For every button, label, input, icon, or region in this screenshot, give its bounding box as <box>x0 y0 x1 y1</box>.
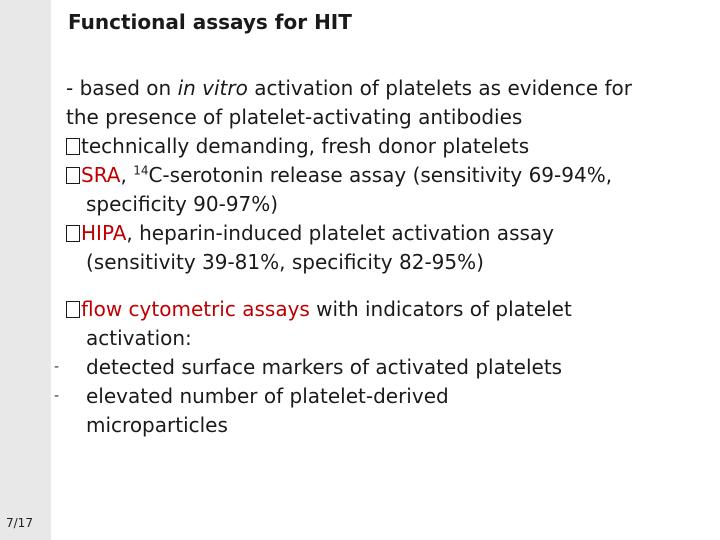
bullet-4 <box>66 295 716 324</box>
intro-line-1 <box>66 74 716 103</box>
bullet-3 <box>66 219 716 248</box>
bullet-4-text: with indicators of platelet <box>309 297 572 321</box>
bullet-3-line-2: (sensitivity 39-81%, specificity 82-95%) <box>86 250 484 274</box>
intro-suffix: activation of platelets as evidence for <box>247 76 632 100</box>
bullet-2-line-2: specificity 90-97%) <box>86 192 279 216</box>
intro-prefix: - based on <box>66 76 178 100</box>
dash-icon: - <box>54 359 60 375</box>
slide-sidebar <box>0 0 51 540</box>
square-bullet-icon <box>66 225 80 242</box>
bullet-3-text: , heparin-induced platelet activation assay <box>126 221 554 245</box>
bullet-2-sep: , <box>120 163 134 187</box>
bullet-2-term: SRA <box>81 163 121 187</box>
sub-item-2-text: elevated number of platelet-derived <box>86 384 449 408</box>
sub-item-2 <box>54 382 716 411</box>
slide-title: Functional assays for HIT <box>68 10 352 34</box>
square-bullet-icon <box>66 301 80 318</box>
bullet-2-sup: 14 <box>133 163 149 178</box>
sub-item-1 <box>54 353 716 382</box>
bullet-2 <box>66 161 716 190</box>
slide-body <box>54 74 716 440</box>
intro-italic: in vitro <box>177 76 248 100</box>
bullet-3-term: HIPA <box>81 221 127 245</box>
dash-icon: - <box>54 388 60 404</box>
square-bullet-icon <box>66 167 80 184</box>
sub-item-2-line-2: microparticles <box>86 413 228 437</box>
bullet-4-term: flow cytometric assays <box>81 297 310 321</box>
square-bullet-icon <box>66 138 80 155</box>
bullet-1-text: technically demanding, fresh donor platelets <box>81 134 530 158</box>
bullet-1 <box>66 132 716 161</box>
bullet-4-line-2: activation: <box>86 326 192 350</box>
intro-line-2: the presence of platelet-activating antibodies <box>66 105 523 129</box>
page-number: 7/17 <box>6 516 33 530</box>
bullet-2-text: C-serotonin release assay (sensitivity 69-94%, <box>148 163 613 187</box>
sub-item-1-text: detected surface markers of activated platelets <box>86 355 563 379</box>
